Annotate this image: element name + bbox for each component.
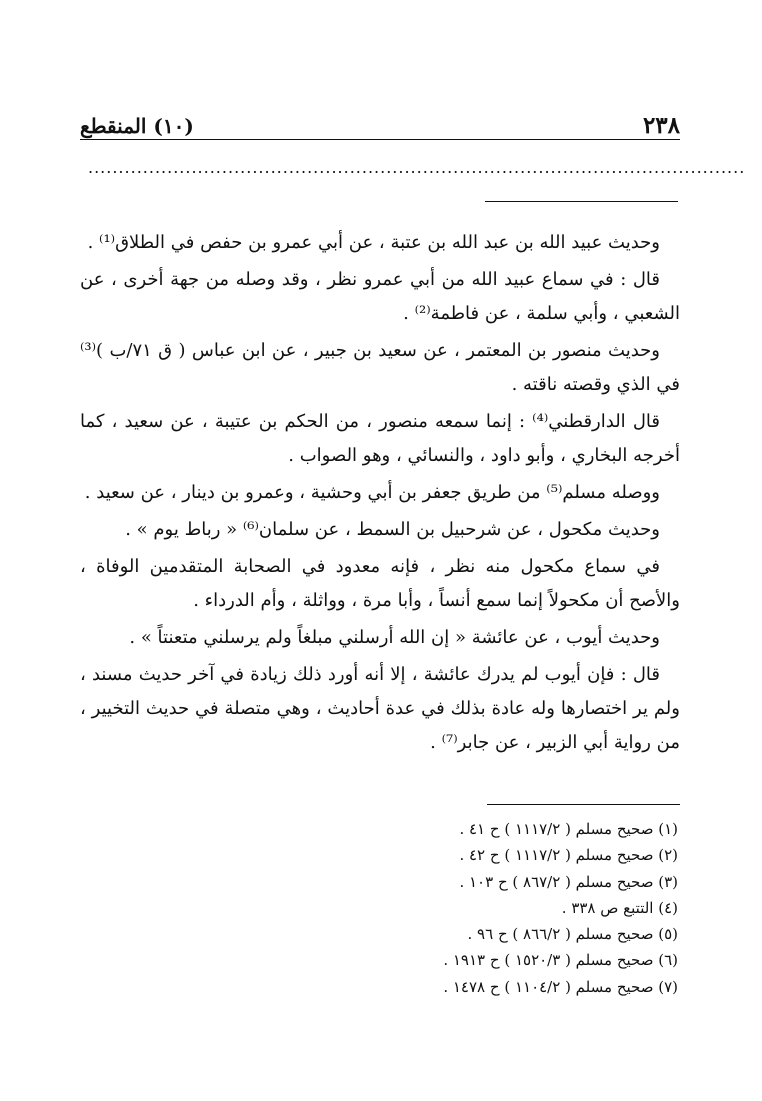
body-text	[80, 226, 680, 763]
footnote: (٧) صحيح مسلم ( ١١٠٤/٢ ) ح ١٤٧٨ .	[443, 977, 678, 996]
footnote: (١) صحيح مسلم ( ١١١٧/٢ ) ح ٤١ .	[459, 820, 678, 838]
footnote: (٢) صحيح مسلم ( ١١١٧/٢ ) ح ٤٢ .	[459, 846, 678, 865]
footnote: (٤) التتبع ص ٣٣٨ .	[561, 898, 678, 917]
paragraph: قال الدارقطني⁽⁴⁾ : إنما سمعه منصور ، من الحكم بن عتيبة ، عن سعيد ، كما أخرجه البخاري ، وأبو داود ، والنسائي ، وهو الصواب .	[80, 411, 680, 466]
paragraph: قال : في سماع عبيد الله من أبي عمرو نظر ، وقد وصله من جهة أخرى ، عن الشعبي ، وأبي سلمة ، عن فاطمة⁽²⁾ .	[80, 269, 680, 324]
page-header	[80, 112, 680, 142]
paragraph: وحديث منصور بن المعتمر ، عن سعيد بن جبير ، عن ابن عباس ( ق ٧١/ب )⁽³⁾ في الذي وقصته ناقته .	[80, 340, 680, 395]
footnote: (٥) صحيح مسلم ( ٨٦٦/٢ ) ح ٩٦ .	[467, 925, 678, 944]
paragraph: وحديث أيوب ، عن عائشة « إن الله أرسلني مبلغاً ولم يرسلني متعنتاً » .	[129, 627, 660, 648]
page-number: ٢٣٨	[642, 112, 680, 139]
section-rule	[485, 201, 678, 202]
paragraph: وحديث مكحول ، عن شرحبيل بن السمط ، عن سلمان⁽⁶⁾ « رباط يوم » .	[125, 519, 660, 540]
dotted-separator: ............................................................................................................	[88, 158, 746, 177]
paragraph: وحديث عبيد الله بن عبد الله بن عتبة ، عن أبي عمرو بن حفص في الطلاق⁽¹⁾ .	[87, 232, 660, 253]
footnotes-list	[80, 816, 680, 1000]
footnote: (٣) صحيح مسلم ( ٨٦٧/٢ ) ح ١٠٣ .	[459, 872, 678, 891]
header-rule	[80, 139, 680, 140]
footnote: (٦) صحيح مسلم ( ١٥٢٠/٣ ) ح ١٩١٣ .	[443, 951, 678, 970]
running-title: (١٠) المنقطع	[80, 114, 194, 138]
paragraph: في سماع مكحول منه نظر ، فإنه معدود في الصحابة المتقدمين الوفاة ، والأصح أن مكحولاً إنما سمع أنساً ، وأبا مرة ، وواثلة ، وأم الدرداء .	[80, 556, 680, 611]
paragraph: قال : فإن أيوب لم يدرك عائشة ، إلا أنه أورد ذلك زيادة في آخر حديث مسند ، ولم ير اختصارها وله عادة بذلك في عدة أحاديث ، وهي متصلة في حديث التخيير ، من رواية أبي الزبير ، عن جابر⁽⁷⁾ .	[80, 664, 680, 753]
footnote-rule	[487, 804, 680, 805]
paragraph: ووصله مسلم⁽⁵⁾ من طريق جعفر بن أبي وحشية ، وعمرو بن دينار ، عن سعيد .	[84, 482, 660, 503]
